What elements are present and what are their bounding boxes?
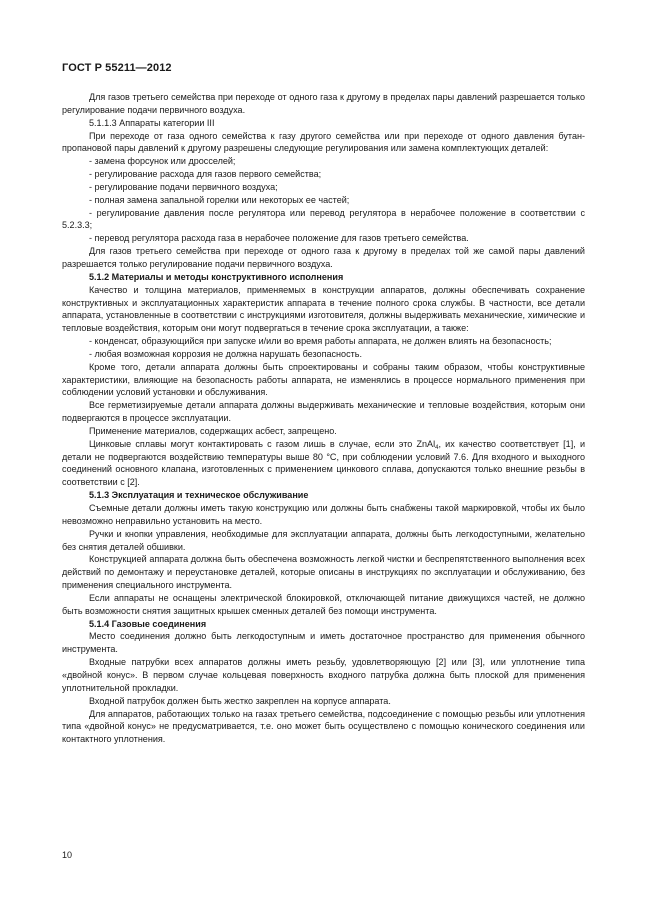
list-item: - полная замена запальной горелки или некоторых ее частей; bbox=[89, 194, 350, 205]
page-number: 10 bbox=[62, 850, 73, 860]
paragraph: Входные патрубки всех аппаратов должны иметь резьбу, удовлетворяющую [2] или [3], или уплотнение типа «двойной конус». В первом случае кольцевая поверхность входного патрубка должна быть плоской для применения уплотнительной прокладки. bbox=[62, 657, 585, 693]
section-heading: 5.1.1.3 Аппараты категории III bbox=[89, 117, 215, 128]
paragraph: При переходе от газа одного семейства к газу другого семейства или при переходе от одного давления бутан-пропановой пары давлений к другому разрешены следующие регулирования или замена комплектующих деталей: bbox=[62, 130, 585, 154]
document-body bbox=[62, 91, 585, 746]
paragraph: Съемные детали должны иметь такую конструкцию или должны быть снабжены такой маркировкой, чтобы их было невозможно неправильно установить на место. bbox=[62, 503, 585, 526]
list-item: - регулирование подачи первичного воздуха; bbox=[89, 181, 278, 192]
paragraph: Все герметизируемые детали аппарата должны выдерживать механические и тепловые воздействия, которым они подвергаются в процессе эксплуатации. bbox=[62, 400, 585, 424]
paragraph-zinc-alloys bbox=[62, 438, 585, 489]
zinc-text-before: Цинковые сплавы могут контактировать с газом лишь в случае, если это ZnAl bbox=[89, 438, 436, 449]
paragraph: Место соединения должно быть легкодоступным и иметь достаточное пространство для применения обычного инструмента. bbox=[62, 631, 585, 655]
paragraph: Применение материалов, содержащих асбест, запрещено. bbox=[89, 425, 337, 436]
list-item: - регулирование расхода для газов первого семейства; bbox=[89, 169, 322, 180]
paragraph: Ручки и кнопки управления, необходимые для эксплуатации аппарата, должны быть легкодоступными, желательно без снятия деталей обшивки. bbox=[62, 528, 585, 552]
paragraph: Конструкцией аппарата должна быть обеспечена возможность легкой чистки и беспрепятственного выполнения всех действий по демонтажу и переустановке деталей, которые описаны в инструкциях по эксплуатации и обслуживанию, без применения специального инструмента. bbox=[62, 554, 585, 591]
list-item: - замена форсунок или дросселей; bbox=[89, 156, 236, 167]
list-item: - перевод регулятора расхода газа в нерабочее положение для газов третьего семейства. bbox=[89, 233, 469, 244]
paragraph: Для аппаратов, работающих только на газах третьего семейства, подсоединение с помощью резьбы или уплотнения типа «двойной конус» не предусматривается, т.е. оно может быть осуществлено с помощью конического соединения или контактного уплотнения. bbox=[62, 708, 585, 745]
zinc-subscript: 4 bbox=[435, 444, 439, 451]
list-item: - регулирование давления после регулятора или перевод регулятора в нерабочее положение в соответствии с 5.2.3.3; bbox=[62, 207, 585, 231]
paragraph: Кроме того, детали аппарата должны быть спроектированы и собраны таким образом, чтобы конструктивные характеристики, влияющие на безопасность работы аппарата, не изменялись в процессе нормального применения при соблюдении условий установки и обслуживания. bbox=[62, 361, 585, 398]
document-header: ГОСТ Р 55211—2012 bbox=[62, 62, 172, 74]
paragraph: Для газов третьего семейства при переходе от одного газа к другому в пределах той же самой пары давлений разрешается только регулирование подачи первичного воздуха. bbox=[62, 246, 585, 269]
paragraph: Если аппараты не оснащены электрической блокировкой, отключающей питание движущихся частей, не должно быть возможности снятия защитных крышек сменных деталей без помощи инструмента. bbox=[62, 592, 585, 616]
zinc-text-after: , их качество соответствует [1], и детали не подвергаются воздействию температуры выше 80 °С, при соблюдении условий 7.6. Для входного и выходного соединений основного клапана, изготовленных с применением цинкового сплава, допускаются только внешние резьбы в соответствии с [2]. bbox=[62, 438, 586, 488]
list-item: - конденсат, образующийся при запуске и/или во время работы аппарата, не должен влиять на безопасность; bbox=[89, 336, 552, 347]
paragraph: Для газов третьего семейства при переходе от одного газа к другому в пределах пары давлений разрешается только регулирование подачи первичного воздуха. bbox=[62, 92, 585, 115]
section-heading: 5.1.3 Эксплуатация и техническое обслуживание bbox=[89, 490, 309, 501]
list-item: - любая возможная коррозия не должна нарушать безопасность. bbox=[89, 348, 362, 359]
section-heading: 5.1.4 Газовые соединения bbox=[89, 618, 207, 629]
section-heading: 5.1.2 Материалы и методы конструктивного исполнения bbox=[89, 271, 344, 282]
paragraph: Входной патрубок должен быть жестко закреплен на корпусе аппарата. bbox=[89, 695, 391, 706]
paragraph: Качество и толщина материалов, применяемых в конструкции аппаратов, должны обеспечивать сохранение конструктивных и эксплуатационных характеристик аппарата в течение полного срока службы. В частности, все детали аппарата, установленные в соответствии с инструкциями изготовителя, должны выдерживать механические, химические и тепловые воздействия, которым они могут подвергаться в течение срока эксплуатации, а также: bbox=[62, 284, 585, 334]
